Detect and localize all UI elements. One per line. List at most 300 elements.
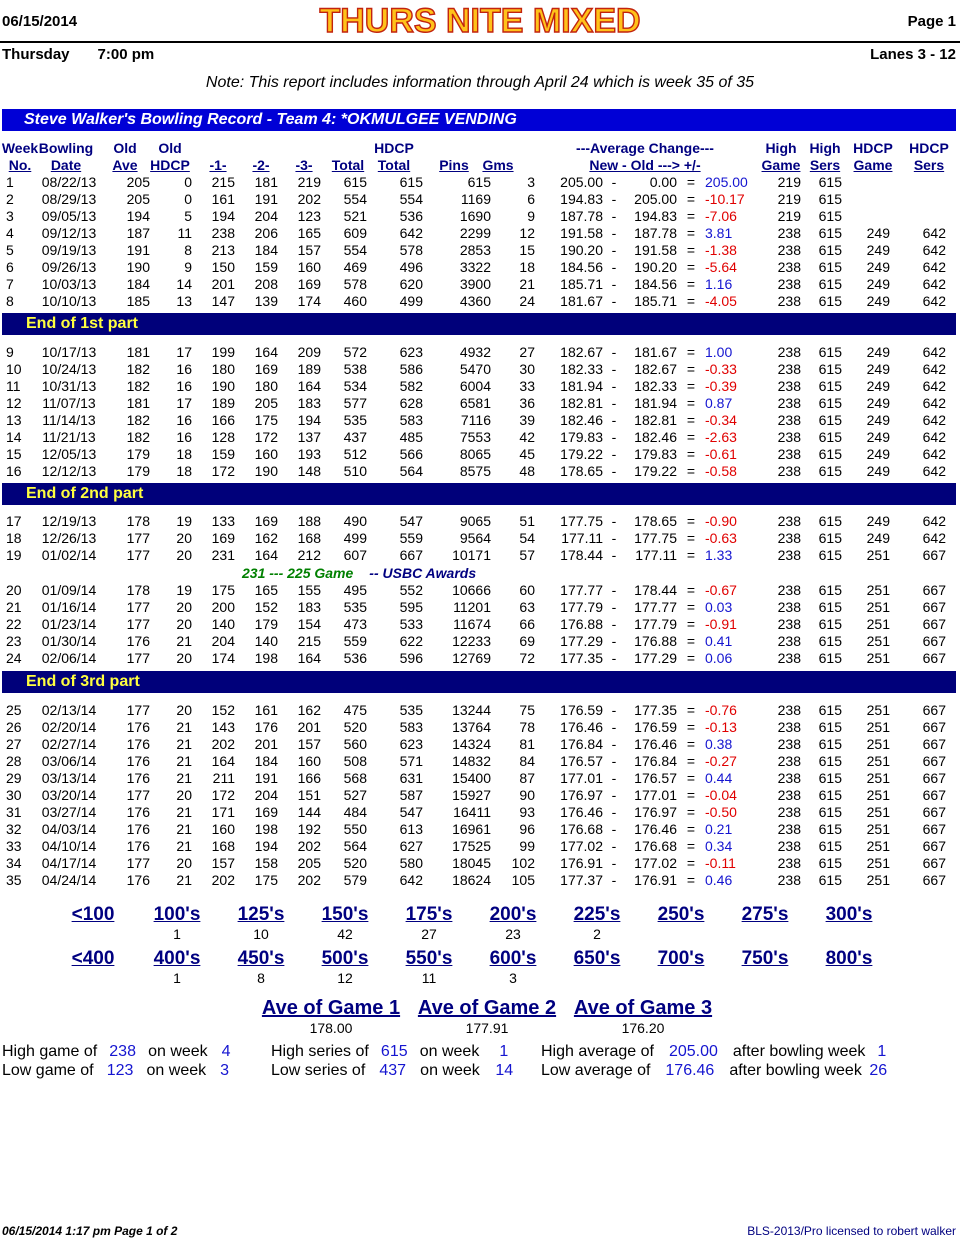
equals: = [686, 429, 696, 445]
table-row [0, 650, 946, 667]
week-no: 1 [6, 174, 14, 190]
game-3: 174 [297, 293, 321, 309]
bowling-date: 09/19/13 [41, 242, 97, 258]
hdcp-series [890, 191, 946, 208]
average-diff: -0.39 [705, 378, 737, 394]
games: 60 [519, 582, 535, 598]
game-3: 205 [297, 855, 321, 871]
old-hdcp: 21 [176, 770, 192, 786]
equals: = [686, 787, 696, 803]
old-hdcp: 11 [177, 225, 192, 241]
hdcp-game: 251 [866, 736, 890, 752]
game-3: 169 [297, 276, 321, 292]
high-series: 615 [818, 429, 842, 445]
bowling-date: 12/05/13 [41, 446, 97, 462]
old-hdcp: 16 [176, 361, 192, 377]
old-ave: 177 [126, 650, 150, 666]
week-no: 5 [6, 242, 14, 258]
hdcp-series: 642 [922, 225, 946, 241]
game-2: 190 [254, 463, 278, 479]
bucket-label: 225's [573, 904, 621, 925]
league-day: Thursday [2, 46, 70, 63]
bucket-label: 175's [405, 904, 453, 925]
hdcp-total: 667 [399, 547, 423, 563]
game-2: 159 [254, 259, 278, 275]
game-3: 166 [297, 770, 321, 786]
games: 36 [519, 395, 535, 411]
week-no: 34 [6, 855, 22, 871]
old-hdcp: 20 [176, 547, 192, 563]
bucket-count [53, 970, 133, 987]
game-3: 209 [297, 344, 321, 360]
games: 27 [519, 344, 535, 360]
pins: 4932 [459, 344, 491, 360]
pins: 3900 [459, 276, 491, 292]
high-game: 238 [777, 753, 801, 769]
bowling-date: 10/24/13 [41, 361, 97, 377]
game-3: 192 [297, 821, 321, 837]
high-game: 238 [777, 787, 801, 803]
total: 536 [343, 650, 367, 666]
new-average: 176.57 [560, 753, 603, 769]
equals: = [686, 736, 696, 752]
hdcp-total: 620 [399, 276, 423, 292]
hdcp-game: 251 [866, 719, 890, 735]
game-2: 172 [254, 429, 278, 445]
hdcp-game: 249 [866, 446, 890, 462]
table-row [0, 582, 946, 599]
old-ave: 176 [126, 872, 150, 888]
total: 615 [343, 174, 367, 190]
game-3: 164 [297, 650, 321, 666]
hdcp-total: 586 [399, 361, 423, 377]
old-ave: 190 [126, 259, 150, 275]
old-hdcp: 18 [176, 446, 192, 462]
average-diff: 0.46 [705, 872, 733, 888]
games: 3 [527, 174, 535, 190]
table-row [0, 378, 946, 395]
hdcp-game: 251 [866, 633, 890, 649]
table-row [0, 344, 946, 361]
dash: - [611, 787, 617, 803]
old-average: 176.57 [634, 770, 677, 786]
game-1: 190 [211, 378, 235, 394]
old-ave: 177 [126, 787, 150, 803]
pins: 3322 [459, 259, 491, 275]
game-3: 188 [297, 513, 321, 529]
game-2: 184 [254, 242, 278, 258]
game-3: 164 [297, 378, 321, 394]
game-3: 215 [297, 633, 321, 649]
high-game: 238 [777, 513, 801, 529]
high-game: 238 [777, 242, 801, 258]
hdcp-total: 582 [399, 378, 423, 394]
low-game-summary: Low game of 123 on week 3 [2, 1062, 230, 1079]
high-series: 615 [818, 787, 842, 803]
high-series: 615 [818, 344, 842, 360]
average-diff: -0.04 [705, 787, 737, 803]
hdcp-total: 564 [399, 463, 423, 479]
dash: - [611, 276, 617, 292]
game-3: 194 [297, 412, 321, 428]
game-3: 219 [297, 174, 321, 190]
hdcp-total: 571 [399, 753, 423, 769]
bucket-count: 23 [505, 926, 521, 942]
old-average: 176.91 [634, 872, 677, 888]
bowling-date: 01/23/14 [41, 616, 97, 632]
week-no: 28 [6, 753, 22, 769]
hdcp-series: 642 [922, 276, 946, 292]
old-hdcp: 21 [176, 753, 192, 769]
old-ave: 181 [126, 344, 150, 360]
pins: 7553 [459, 429, 491, 445]
game-3: 168 [297, 530, 321, 546]
hdcp-game: 251 [866, 770, 890, 786]
games: 45 [519, 446, 535, 462]
old-average: 177.01 [634, 787, 677, 803]
equals: = [686, 753, 696, 769]
old-average: 190.20 [634, 259, 677, 275]
hdcp-total: 547 [399, 513, 423, 529]
old-ave: 178 [126, 582, 150, 598]
high-game: 238 [777, 225, 801, 241]
week-no: 16 [6, 463, 22, 479]
bowling-date: 02/27/14 [41, 736, 97, 752]
old-average: 177.11 [635, 547, 677, 563]
game-2: 198 [254, 821, 278, 837]
game-1: 133 [211, 513, 235, 529]
hdcp-series: 667 [922, 821, 946, 837]
part-1-bar [2, 313, 956, 335]
bowling-date: 09/05/13 [41, 208, 97, 224]
old-average: 177.35 [634, 702, 677, 718]
game-3: 202 [297, 838, 321, 854]
old-hdcp: 20 [176, 702, 192, 718]
game-2: 191 [254, 191, 278, 207]
games: 21 [519, 276, 535, 292]
series-bucket [809, 948, 889, 987]
dash: - [611, 429, 617, 445]
new-average: 179.83 [560, 429, 603, 445]
high-series: 615 [818, 530, 842, 546]
bowling-date: 10/17/13 [41, 344, 97, 360]
old-ave: 176 [126, 838, 150, 854]
game-2: 164 [254, 344, 278, 360]
high-series: 615 [818, 599, 842, 615]
games: 33 [519, 378, 535, 394]
high-game: 238 [777, 719, 801, 735]
old-average: 177.77 [634, 599, 677, 615]
new-average: 205.00 [560, 174, 603, 190]
game-1: 164 [211, 753, 235, 769]
table-row [0, 293, 946, 310]
high-series: 615 [818, 242, 842, 258]
game-2: 191 [254, 770, 278, 786]
pins: 8575 [459, 463, 491, 479]
week-no: 17 [6, 513, 22, 529]
high-series: 615 [818, 838, 842, 854]
pins: 12233 [452, 633, 491, 649]
high-game: 238 [777, 446, 801, 462]
hdcp-game: 251 [866, 821, 890, 837]
game-3: 162 [297, 702, 321, 718]
hdcp-game: 249 [866, 361, 890, 377]
old-hdcp: 21 [176, 633, 192, 649]
hdcp-total: 496 [399, 259, 423, 275]
high-game: 238 [777, 855, 801, 871]
table-row [0, 276, 946, 293]
old-ave: 176 [126, 753, 150, 769]
high-series: 615 [818, 276, 842, 292]
average-diff: 0.21 [705, 821, 733, 837]
pins: 16411 [453, 804, 491, 820]
average-diff: -0.13 [705, 719, 737, 735]
high-game: 238 [777, 650, 801, 666]
hdcp-total: 587 [399, 787, 423, 803]
col-game-2: -2- [252, 157, 270, 173]
equals: = [686, 872, 696, 888]
equals: = [686, 378, 696, 394]
pins: 6581 [459, 395, 491, 411]
game-1: 140 [211, 616, 235, 632]
old-ave: 176 [126, 770, 150, 786]
game-bucket [473, 904, 553, 943]
old-ave: 184 [126, 276, 150, 292]
table-row [0, 753, 946, 770]
pins: 4360 [459, 293, 491, 309]
old-ave: 182 [126, 412, 150, 428]
games: 78 [519, 719, 535, 735]
hdcp-series: 642 [922, 378, 946, 394]
games: 57 [519, 547, 535, 563]
game-1: 169 [211, 530, 235, 546]
average-diff: 0.38 [705, 736, 733, 752]
game-1: 189 [211, 395, 235, 411]
hdcp-series: 667 [922, 753, 946, 769]
old-average: 182.67 [634, 361, 677, 377]
pins: 17525 [452, 838, 491, 854]
high-game: 238 [777, 463, 801, 479]
high-series: 615 [818, 770, 842, 786]
old-hdcp: 20 [176, 855, 192, 871]
game-3: 137 [297, 429, 321, 445]
equals: = [686, 633, 696, 649]
series-bucket [53, 948, 133, 987]
week-no: 30 [6, 787, 22, 803]
bowling-date: 10/31/13 [41, 378, 97, 394]
equals: = [686, 838, 696, 854]
col-average-change: ---Average Change--- New - Old ---> +/- [576, 140, 714, 173]
average-diff: 3.81 [705, 225, 733, 241]
hdcp-total: 566 [399, 446, 423, 462]
week-no: 26 [6, 719, 22, 735]
game-2: 162 [254, 530, 278, 546]
game-bucket [389, 904, 469, 943]
games: 6 [527, 191, 535, 207]
week-no: 29 [6, 770, 22, 786]
hdcp-series: 667 [922, 702, 946, 718]
average-diff: 0.34 [705, 838, 733, 854]
bucket-count [809, 926, 889, 943]
week-no: 33 [6, 838, 22, 854]
header-rule [0, 41, 960, 43]
bowling-date: 12/19/13 [41, 513, 97, 529]
old-ave: 181 [126, 395, 150, 411]
table-row [0, 787, 946, 804]
game-bucket [137, 904, 217, 943]
hdcp-total: 642 [399, 225, 423, 241]
total: 564 [343, 838, 367, 854]
bowling-date: 11/07/13 [42, 395, 96, 411]
hdcp-game: 249 [866, 259, 890, 275]
game-2: 169 [254, 513, 278, 529]
equals: = [686, 412, 696, 428]
record-title-bar [2, 109, 956, 131]
game-bucket [725, 904, 805, 943]
games: 51 [519, 513, 535, 529]
game-3: 189 [297, 361, 321, 377]
game-2: 176 [254, 719, 278, 735]
bowling-date: 01/30/14 [41, 633, 97, 649]
game-2: 198 [254, 650, 278, 666]
total: 568 [343, 770, 367, 786]
bowling-date: 01/02/14 [41, 547, 97, 563]
new-average: 178.65 [560, 463, 603, 479]
equals: = [686, 513, 696, 529]
game-1: 172 [211, 787, 235, 803]
total: 469 [343, 259, 367, 275]
game-2: 175 [254, 412, 278, 428]
table-row [0, 225, 946, 242]
new-average: 176.68 [560, 821, 603, 837]
table-row [0, 633, 946, 650]
bowling-date: 08/29/13 [41, 191, 97, 207]
col-high-sers: High Sers [809, 140, 841, 173]
old-average: 176.46 [634, 821, 677, 837]
game-2: 169 [254, 804, 278, 820]
hdcp-series: 667 [922, 616, 946, 632]
hdcp-total: 552 [399, 582, 423, 598]
old-hdcp: 21 [176, 821, 192, 837]
dash: - [611, 378, 617, 394]
bowling-date: 12/12/13 [41, 463, 97, 479]
bowling-date: 03/27/14 [41, 804, 97, 820]
old-average: 191.58 [634, 242, 677, 258]
high-game: 238 [777, 633, 801, 649]
week-no: 20 [6, 582, 22, 598]
high-series: 615 [818, 872, 842, 888]
high-series: 615 [818, 378, 842, 394]
average-diff: -0.11 [705, 855, 736, 871]
table-row [0, 702, 946, 719]
hdcp-series: 667 [922, 872, 946, 888]
high-game: 238 [777, 293, 801, 309]
week-no: 15 [6, 446, 22, 462]
equals: = [686, 770, 696, 786]
new-average: 190.20 [560, 242, 603, 258]
total: 510 [343, 463, 367, 479]
old-ave: 177 [126, 702, 150, 718]
game-1: 200 [211, 599, 235, 615]
old-hdcp: 16 [176, 429, 192, 445]
bowling-date: 02/06/14 [41, 650, 97, 666]
equals: = [686, 463, 696, 479]
new-average: 177.01 [560, 770, 603, 786]
hdcp-total: 559 [399, 530, 423, 546]
old-average: 182.33 [634, 378, 677, 394]
hdcp-series: 667 [922, 804, 946, 820]
col-old-ave: Old Ave [112, 140, 138, 173]
league-title: THURS NITE MIXED [319, 2, 641, 40]
equals: = [686, 855, 696, 871]
pins: 9065 [459, 513, 491, 529]
bucket-label: <400 [71, 948, 115, 969]
hdcp-game: 251 [866, 547, 890, 563]
average-diff: 1.33 [705, 547, 733, 563]
game-3: 151 [297, 787, 321, 803]
game-1: 150 [211, 259, 235, 275]
new-average: 185.71 [560, 276, 603, 292]
week-no: 7 [6, 276, 14, 292]
average-diff: -0.63 [705, 530, 737, 546]
old-hdcp: 20 [176, 530, 192, 546]
table-row [0, 872, 946, 889]
col-game-1: -1- [209, 157, 227, 173]
table-row [0, 429, 946, 446]
total: 572 [343, 344, 367, 360]
game-1: 174 [211, 650, 235, 666]
col-hdcp-total: HDCP Total [374, 140, 414, 173]
new-average: 178.44 [560, 547, 603, 563]
pins: 1690 [459, 208, 491, 224]
game-3: 202 [297, 191, 321, 207]
average-diff: -0.76 [705, 702, 737, 718]
hdcp-series: 642 [922, 463, 946, 479]
games: 42 [519, 429, 535, 445]
old-hdcp: 18 [176, 463, 192, 479]
week-no: 35 [6, 872, 22, 888]
average-diff: 1.16 [705, 276, 733, 292]
week-no: 12 [6, 395, 22, 411]
game-3: 155 [297, 582, 321, 598]
table-row [0, 838, 946, 855]
bucket-count: 11 [421, 970, 437, 986]
bowling-date: 02/20/14 [41, 719, 97, 735]
dash: - [611, 463, 617, 479]
hdcp-game: 249 [866, 378, 890, 394]
game-1: 202 [211, 736, 235, 752]
game-3: 148 [297, 463, 321, 479]
old-hdcp: 20 [176, 787, 192, 803]
dash: - [611, 582, 617, 598]
table-row [0, 719, 946, 736]
high-series: 615 [818, 616, 842, 632]
bucket-count [641, 970, 721, 987]
old-average: 185.71 [634, 293, 677, 309]
hdcp-series: 667 [922, 736, 946, 752]
total: 484 [343, 804, 367, 820]
equals: = [686, 293, 696, 309]
old-average: 177.02 [634, 855, 677, 871]
high-series: 615 [818, 208, 842, 224]
high-game: 238 [777, 344, 801, 360]
game-2: 204 [254, 787, 278, 803]
high-game: 238 [777, 616, 801, 632]
report-date: 06/15/2014 [2, 13, 78, 30]
equals: = [686, 174, 696, 190]
equals: = [686, 191, 696, 207]
week-no: 13 [6, 412, 22, 428]
